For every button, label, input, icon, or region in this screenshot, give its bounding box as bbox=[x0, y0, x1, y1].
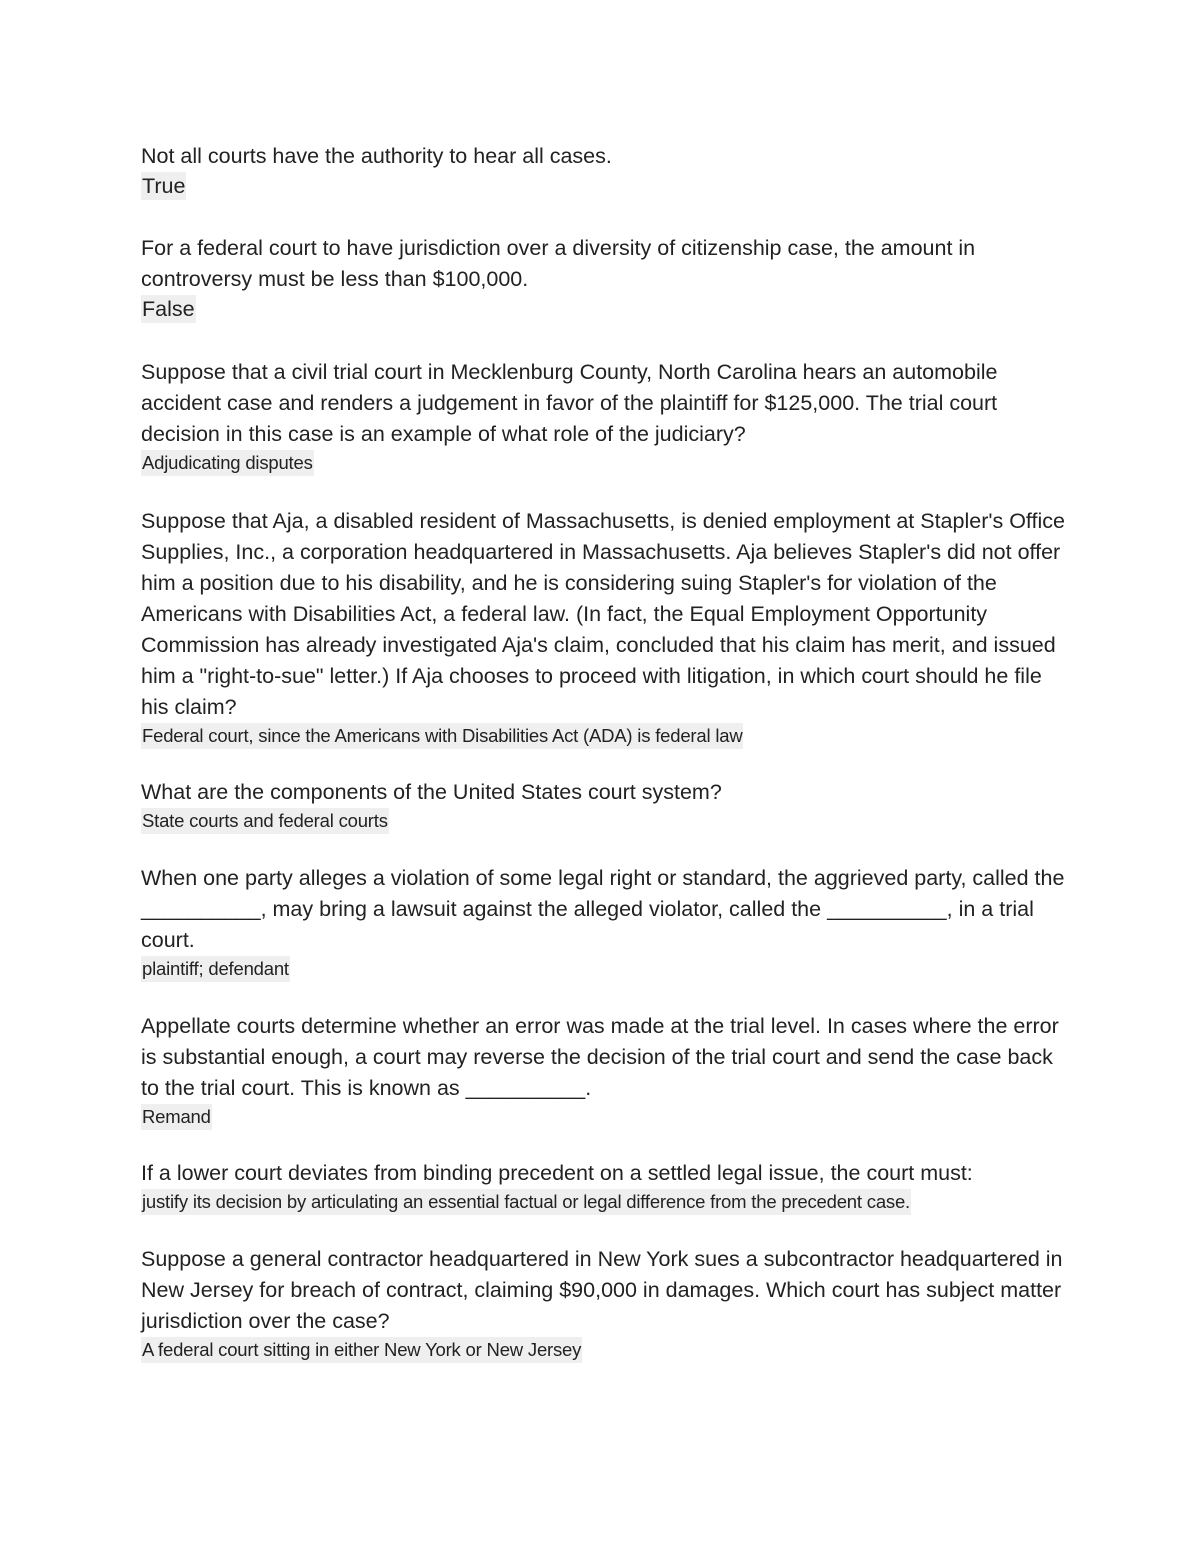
question-text: If a lower court deviates from binding precedent on a settled legal issue, the court must: bbox=[141, 1161, 973, 1185]
qa-item-7 bbox=[141, 1011, 1071, 1130]
qa-item-4 bbox=[141, 506, 1071, 749]
answer-text: State courts and federal courts bbox=[141, 808, 389, 834]
question-text: Suppose that a civil trial court in Mecklenburg County, North Carolina hears an automobile accident case and renders a judgement in favor of the plaintiff for $125,000. The trial court decision in this case is an example of what role of the judiciary? bbox=[141, 360, 998, 446]
question-text: Suppose that Aja, a disabled resident of Massachusetts, is denied employment at Stapler's Office Supplies, Inc., a corporation headquartered in Massachusetts. Aja believes Stapler's did not offer him a position due to his disability, and he is considering suing Stapler's for violation of the Americans with Disabilities Act, a federal law. (In fact, the Equal Employment Opportunity Commission has already investigated Aja's claim, concluded that his claim has merit, and issued him a "right-to-sue" letter.) If Aja chooses to proceed with litigation, in which court should he file his claim? bbox=[141, 509, 1065, 719]
question-text: Suppose a general contractor headquartered in New York sues a subcontractor headquartered in New Jersey for breach of contract, claiming $90,000 in damages. Which court has subject matter jurisdiction over the case? bbox=[141, 1247, 1063, 1333]
question-text: Not all courts have the authority to hear all cases. bbox=[141, 144, 612, 168]
answer-text: True bbox=[142, 174, 186, 198]
answer-text: Remand bbox=[141, 1104, 212, 1130]
question-text: Appellate courts determine whether an error was made at the trial level. In cases where the error is substantial enough, a court may reverse the decision of the trial court and send the case back to the trial court. This is known as __________. bbox=[141, 1014, 1059, 1100]
qa-item-6 bbox=[141, 863, 1071, 982]
question-text: What are the components of the United States court system? bbox=[141, 780, 722, 804]
qa-item-2 bbox=[141, 233, 1071, 323]
qa-item-8 bbox=[141, 1158, 1071, 1215]
qa-item-1 bbox=[141, 141, 1071, 200]
question-text: For a federal court to have jurisdiction over a diversity of citizenship case, the amount in controversy must be less than $100,000. bbox=[141, 236, 976, 291]
qa-item-3 bbox=[141, 357, 1071, 476]
question-text: When one party alleges a violation of some legal right or standard, the aggrieved party, called the __________, may bring a lawsuit against the alleged violator, called the __________, in a trial court. bbox=[141, 866, 1065, 952]
answer-text: Adjudicating disputes bbox=[141, 450, 314, 476]
qa-item-5 bbox=[141, 777, 1071, 834]
answer-text: Federal court, since the Americans with Disabilities Act (ADA) is federal law bbox=[141, 723, 743, 749]
answer-text: False bbox=[142, 297, 195, 321]
answer-text: justify its decision by articulating an essential factual or legal difference from the precedent case. bbox=[141, 1189, 911, 1215]
answer-text: A federal court sitting in either New York or New Jersey bbox=[141, 1337, 582, 1363]
qa-item-9 bbox=[141, 1244, 1071, 1363]
answer-text: plaintiff; defendant bbox=[141, 956, 290, 982]
